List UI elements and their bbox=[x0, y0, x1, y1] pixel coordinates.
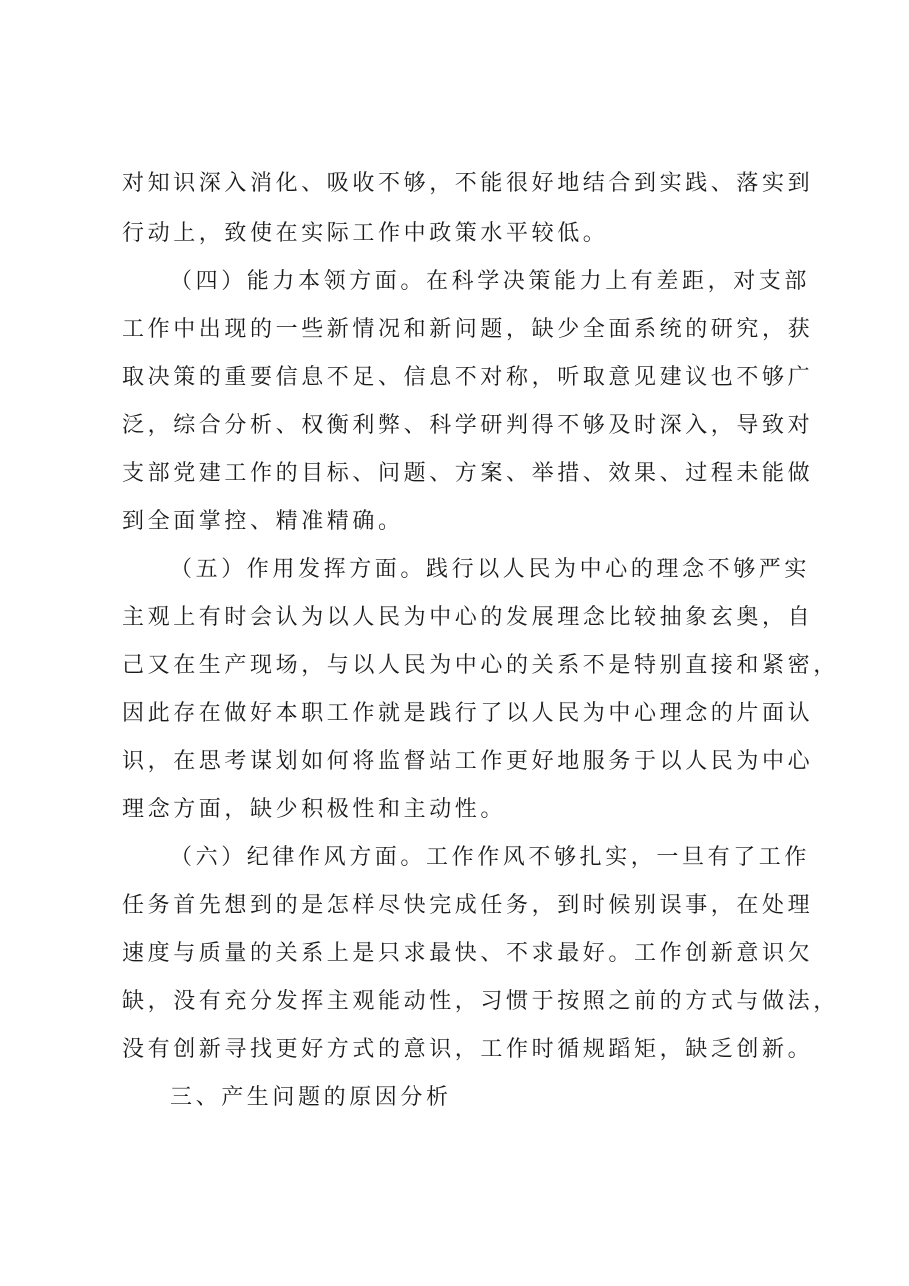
text-line: 任务首先想到的是怎样尽快完成任务，到时候别误事，在处理 bbox=[122, 893, 814, 918]
paragraph-start-line: （五）作用发挥方面。践行以人民为中心的理念不够严实 bbox=[170, 557, 811, 582]
text-line: 己又在生产现场，与以人民为中心的关系不是特别直接和紧密， bbox=[122, 653, 839, 678]
text-line: 行动上，致使在实际工作中政策水平较低。 bbox=[122, 221, 609, 246]
text-line: 主观上有时会认为以人民为中心的发展理念比较抽象玄奥，自 bbox=[122, 605, 814, 630]
text-line: 支部党建工作的目标、问题、方案、举措、效果、过程未能做 bbox=[122, 461, 814, 486]
section-heading: 三、产生问题的原因分析 bbox=[170, 1085, 452, 1110]
text-line: 因此存在做好本职工作就是践行了以人民为中心理念的片面认 bbox=[122, 701, 814, 726]
text-line: 理念方面，缺少积极性和主动性。 bbox=[122, 797, 507, 822]
text-line: 没有创新寻找更好方式的意识，工作时循规蹈矩，缺乏创新。 bbox=[122, 1037, 814, 1062]
text-line: 取决策的重要信息不足、信息不对称，听取意见建议也不够广 bbox=[122, 365, 814, 390]
text-line: 速度与质量的关系上是只求最快、不求最好。工作创新意识欠 bbox=[122, 941, 814, 966]
paragraph-start-line: （六）纪律作风方面。工作作风不够扎实，一旦有了工作 bbox=[170, 845, 811, 870]
text-line: 到全面掌控、精准精确。 bbox=[122, 509, 404, 534]
text-line: 识，在思考谋划如何将监督站工作更好地服务于以人民为中心 bbox=[122, 749, 814, 774]
text-line: 工作中出现的一些新情况和新问题，缺少全面系统的研究，获 bbox=[122, 317, 814, 342]
text-line: 泛，综合分析、权衡利弊、科学研判得不够及时深入，导致对 bbox=[122, 413, 814, 438]
text-line: 缺，没有充分发挥主观能动性，习惯于按照之前的方式与做法， bbox=[122, 989, 839, 1014]
text-line: 对知识深入消化、吸收不够，不能很好地结合到实践、落实到 bbox=[122, 171, 814, 196]
paragraph-start-line: （四）能力本领方面。在科学决策能力上有差距，对支部 bbox=[170, 269, 811, 294]
